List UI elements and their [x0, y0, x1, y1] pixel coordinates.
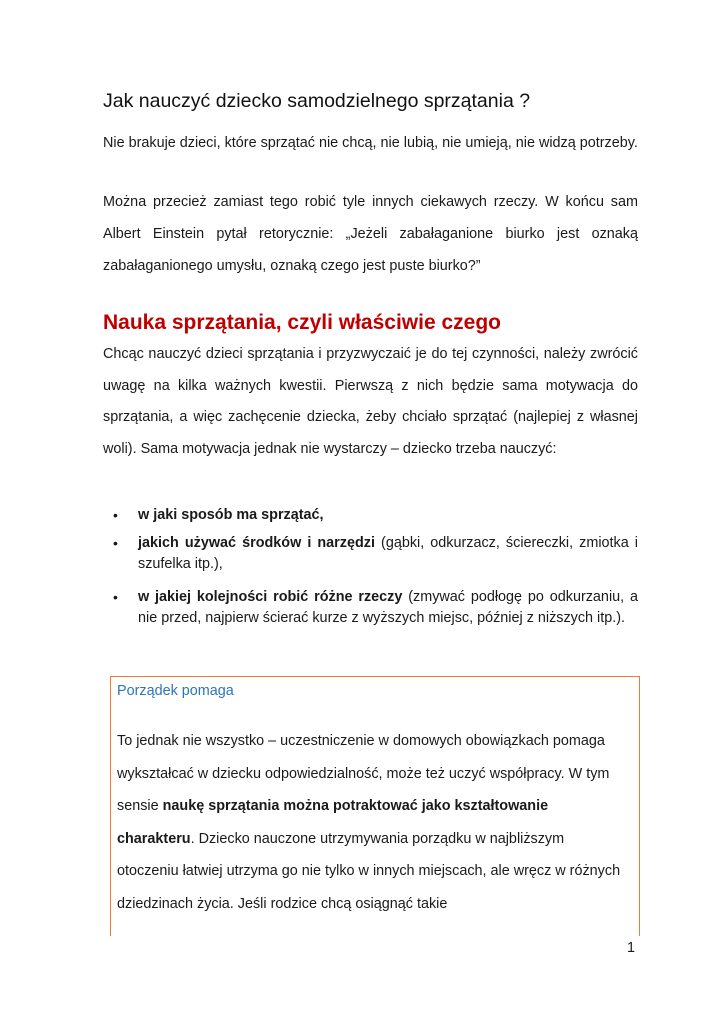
list-item [103, 505, 638, 526]
intro-paragraph-2: Można przecież zamiast tego robić tyle innych ciekawych rzeczy. W końcu sam Albert Einstein pytał retorycznie: „Jeżeli zabałaganione biurko jest oznaką zabałaganionego umysłu, oznaką czego jest puste biurko?” [103, 194, 638, 274]
bullet-bold-text: w jakiej kolejności robić różne rzeczy [138, 589, 403, 605]
section-paragraph: Chcąc nauczyć dzieci sprzątania i przyzwyczaić je do tej czynności, należy zwrócić uwagę na kilka ważnych kwestii. Pierwszą z nich będzie sama motywacja do sprzątania, a więc zachęcenie dziecka, żeby chciało sprzątać (najlepiej z własnej woli). Sama motywacja jednak nie wystarczy – dziecko trzeba nauczyć: [103, 346, 638, 457]
callout-text-end: . Dziecko nauczone utrzymywania porządku w najbliższym otoczeniu łatwiej utrzyma go nie tylko w innych miejscach, ale wręcz w różnych dziedzinach życia. Jeśli rodzice chcą osiągnąć takie [117, 830, 621, 912]
bullet-bold-text: w jaki sposób ma sprzątać, [138, 507, 324, 523]
list-item [103, 533, 638, 575]
callout-text-start: To jednak nie wszystko – uczestniczenie w domowych obowiązkach pomaga wykształcać w dziecku odpowiedzialność, może też uczyć współpracy. W tym sensie [117, 733, 610, 814]
callout-title: Porządek pomaga [117, 683, 234, 699]
bullet-bold-text: jakich używać środków i narzędzi [138, 535, 375, 551]
bullet-text: (zmywać podłogę po odkurzaniu, a nie przed, najpierw ścierać kurze z wyższych miejsc, później z niższych itp.). [138, 589, 638, 626]
list-item [103, 587, 638, 629]
bullet-text: (gąbki, odkurzacz, ściereczki, zmiotka i szufelka itp.), [138, 535, 638, 572]
callout-text-bold: naukę sprzątania można potraktować jako kształtowanie charakteru [117, 798, 549, 847]
callout-box [110, 676, 640, 936]
callout-text [117, 725, 629, 920]
bullet-list [103, 505, 638, 637]
page-number: 1 [627, 940, 636, 956]
intro-paragraph-1: Nie brakuje dzieci, które sprzątać nie chcą, nie lubią, nie umieją, nie widzą potrzeby. [103, 135, 638, 151]
bullet-icon: • [113, 535, 118, 551]
page-title: Jak nauczyć dziecko samodzielnego sprzątania ? [103, 90, 531, 112]
section-heading: Nauka sprzątania, czyli właściwie czego [103, 311, 502, 334]
bullet-icon: • [113, 507, 118, 523]
bullet-icon: • [113, 589, 118, 605]
